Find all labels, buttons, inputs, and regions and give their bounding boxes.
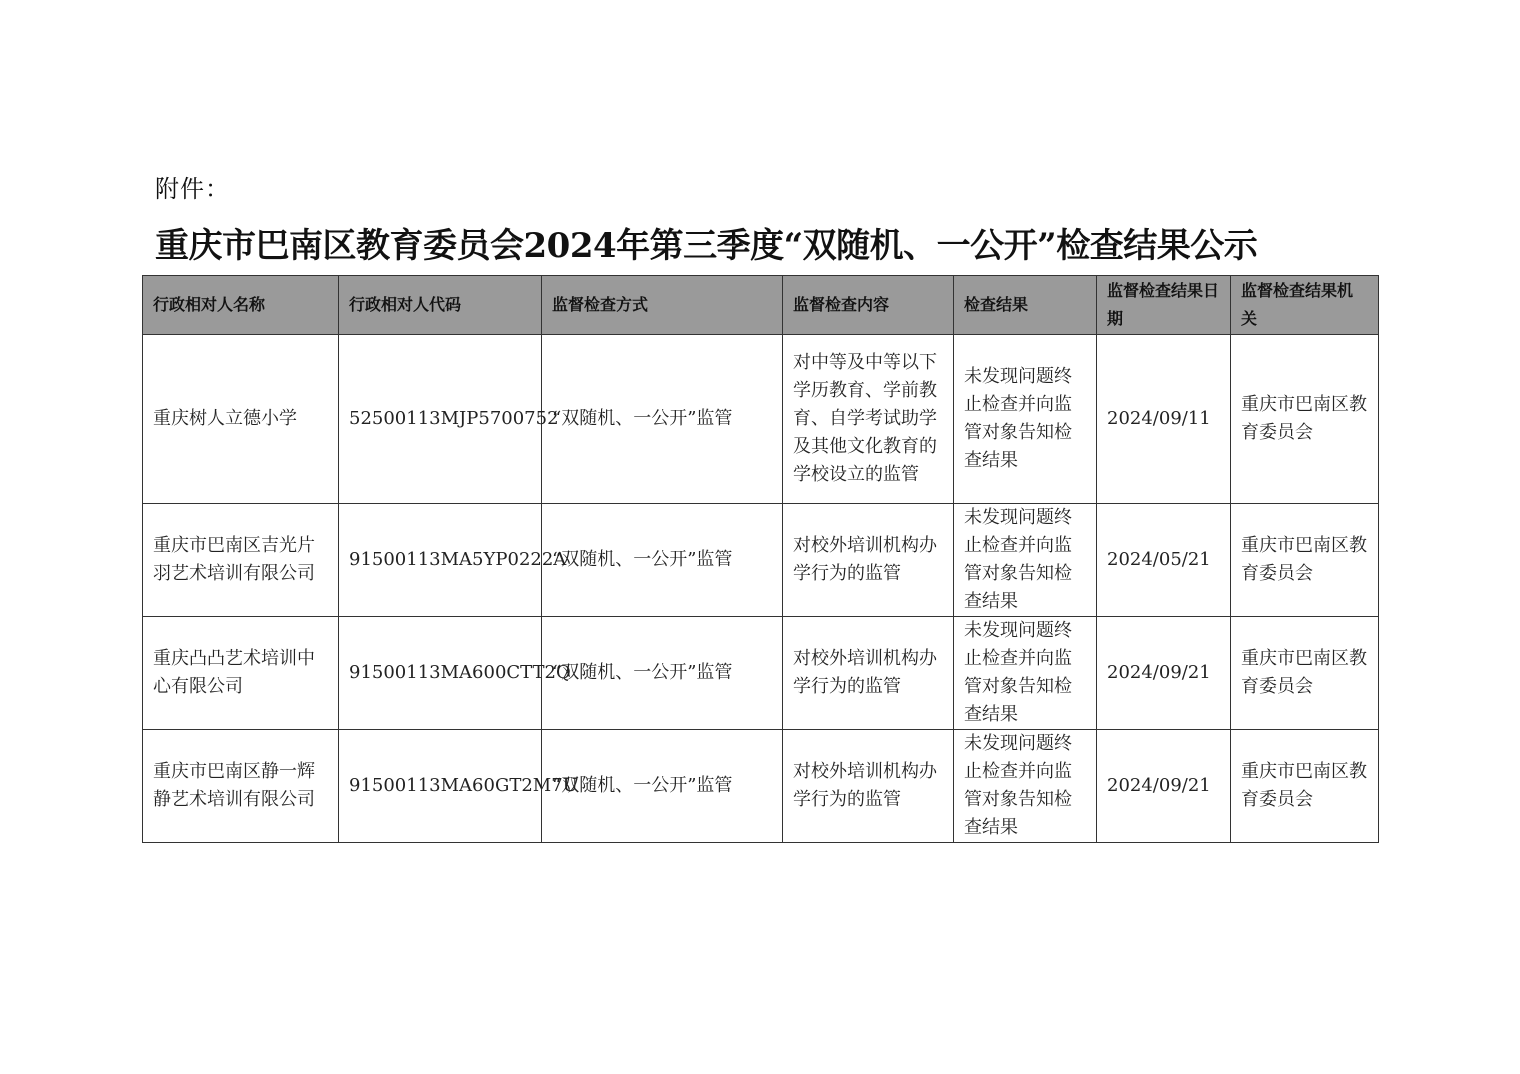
attachment-label: 附件： xyxy=(155,175,230,203)
result-date-cell: 2024/09/21 xyxy=(1097,730,1231,843)
header-result-date: 监督检查结果日期 xyxy=(1097,276,1231,335)
inspection-result-cell: 未发现问题终止检查并向监管对象告知检查结果 xyxy=(954,504,1097,617)
inspection-content-cell: 对校外培训机构办学行为的监管 xyxy=(783,617,954,730)
result-date-cell: 2024/09/21 xyxy=(1097,617,1231,730)
inspection-result-cell: 未发现问题终止检查并向监管对象告知检查结果 xyxy=(954,617,1097,730)
inspection-result-cell: 未发现问题终止检查并向监管对象告知检查结果 xyxy=(954,730,1097,843)
entity-code-cell: 52500113MJP5700752 xyxy=(339,335,542,504)
header-result-authority: 监督检查结果机关 xyxy=(1231,276,1379,335)
entity-code-cell: 91500113MA5YP0222A xyxy=(339,504,542,617)
result-authority-cell: 重庆市巴南区教育委员会 xyxy=(1231,730,1379,843)
inspection-method-cell: “双随机、一公开”监管 xyxy=(542,617,783,730)
result-authority-cell: 重庆市巴南区教育委员会 xyxy=(1231,335,1379,504)
entity-name-cell: 重庆凸凸艺术培训中心有限公司 xyxy=(143,617,339,730)
result-authority-cell: 重庆市巴南区教育委员会 xyxy=(1231,504,1379,617)
entity-code-cell: 91500113MA600CTT2Q xyxy=(339,617,542,730)
document-title: 重庆市巴南区教育委员会2024年第三季度“双随机、一公开”检查结果公示 xyxy=(155,226,1258,266)
inspection-result-table xyxy=(142,275,1379,843)
header-inspection-content: 监督检查内容 xyxy=(783,276,954,335)
result-authority-cell: 重庆市巴南区教育委员会 xyxy=(1231,617,1379,730)
entity-name-cell: 重庆市巴南区吉光片羽艺术培训有限公司 xyxy=(143,504,339,617)
table-row xyxy=(143,504,1379,617)
inspection-method-cell: “双随机、一公开”监管 xyxy=(542,335,783,504)
table-row xyxy=(143,730,1379,843)
inspection-method-cell: “双随机、一公开”监管 xyxy=(542,730,783,843)
result-date-cell: 2024/05/21 xyxy=(1097,504,1231,617)
entity-name-cell: 重庆市巴南区静一辉静艺术培训有限公司 xyxy=(143,730,339,843)
header-entity-code: 行政相对人代码 xyxy=(339,276,542,335)
entity-name-cell: 重庆树人立德小学 xyxy=(143,335,339,504)
entity-code-cell: 91500113MA60GT2M7U xyxy=(339,730,542,843)
table-header-row xyxy=(143,276,1379,335)
header-entity-name: 行政相对人名称 xyxy=(143,276,339,335)
inspection-content-cell: 对中等及中等以下学历教育、学前教育、自学考试助学及其他文化教育的学校设立的监管 xyxy=(783,335,954,504)
header-inspection-result: 检查结果 xyxy=(954,276,1097,335)
inspection-content-cell: 对校外培训机构办学行为的监管 xyxy=(783,504,954,617)
header-inspection-method: 监督检查方式 xyxy=(542,276,783,335)
inspection-result-cell: 未发现问题终止检查并向监管对象告知检查结果 xyxy=(954,335,1097,504)
table-row xyxy=(143,335,1379,504)
result-date-cell: 2024/09/11 xyxy=(1097,335,1231,504)
table-row xyxy=(143,617,1379,730)
inspection-method-cell: “双随机、一公开”监管 xyxy=(542,504,783,617)
inspection-content-cell: 对校外培训机构办学行为的监管 xyxy=(783,730,954,843)
